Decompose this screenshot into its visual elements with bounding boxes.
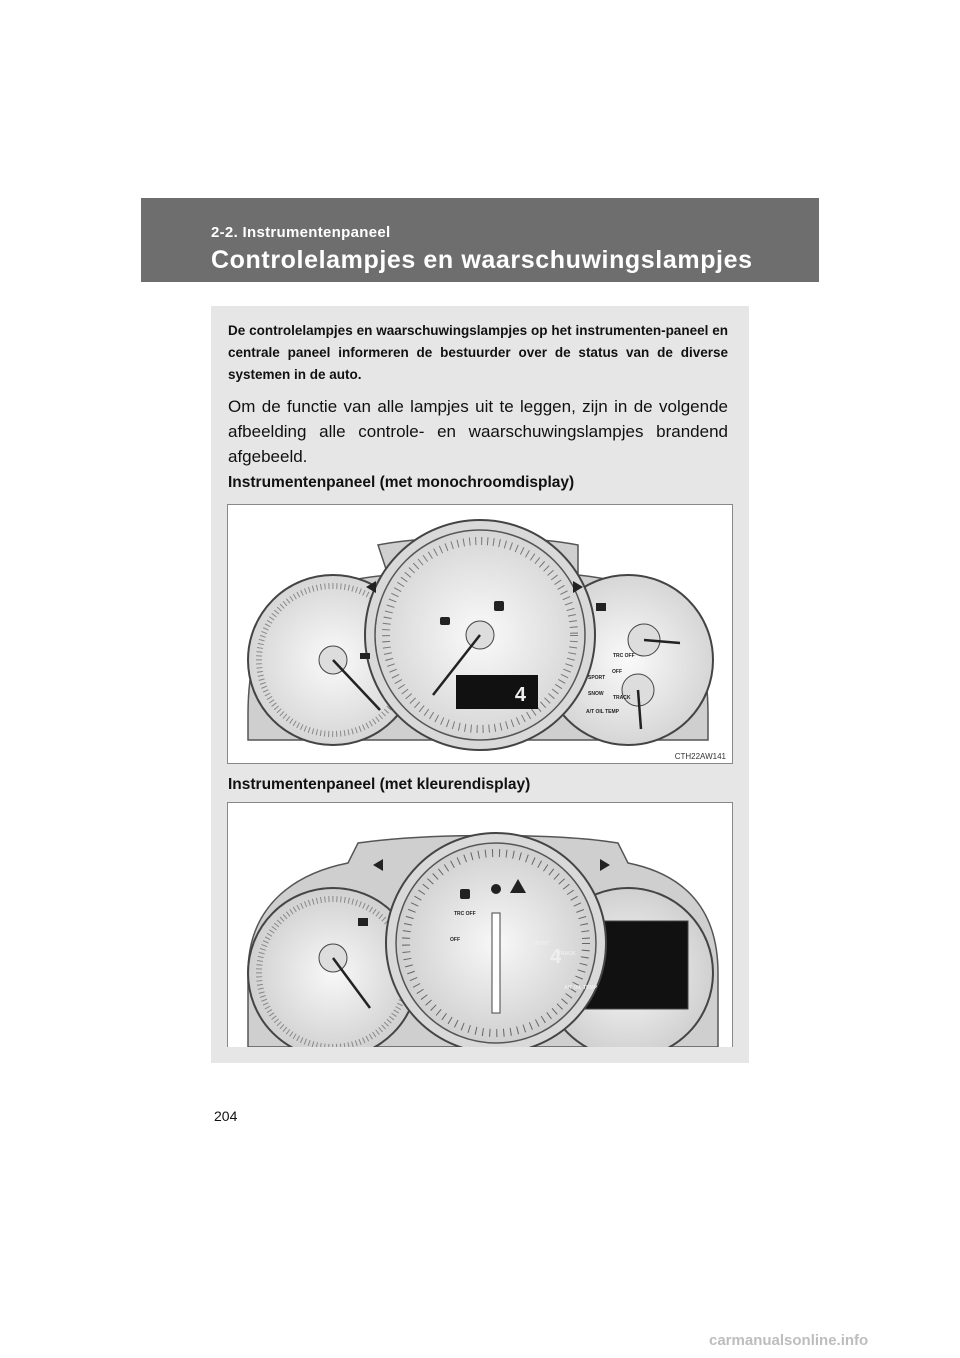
track-label: TRACK bbox=[558, 951, 576, 957]
section-header bbox=[141, 198, 819, 282]
content-panel bbox=[211, 306, 749, 1063]
brake-lamp-icon bbox=[491, 884, 501, 894]
monochrome-cluster-illustration bbox=[228, 505, 732, 763]
figure1-monochrome-cluster bbox=[227, 504, 733, 764]
sport-label: SPORT bbox=[532, 941, 550, 947]
section-label: 2-2. Instrumentenpaneel bbox=[211, 224, 391, 241]
gear-indicator: 4 bbox=[550, 946, 562, 968]
figure2-caption: Instrumentenpaneel (met kleurendisplay) bbox=[228, 776, 531, 793]
gear-indicator: 4 bbox=[514, 684, 526, 706]
vsc-off-label: OFF bbox=[612, 669, 622, 675]
watermark: carmanualsonline.info bbox=[709, 1332, 869, 1349]
snow-label: SNOW bbox=[588, 691, 604, 697]
figure1-caption: Instrumentenpaneel (met monochroomdisplay) bbox=[228, 474, 575, 491]
battery-icon bbox=[596, 603, 606, 611]
trc-off-label: TRC OFF bbox=[613, 653, 635, 659]
esp-lamp-icon bbox=[460, 889, 470, 899]
warning-lamp-icon bbox=[494, 601, 504, 611]
color-cluster-illustration bbox=[228, 803, 732, 1047]
at-oil-temp-label: A/T OIL TEMP bbox=[564, 985, 597, 991]
figure2-color-cluster bbox=[227, 802, 733, 1047]
headlight-icon bbox=[360, 653, 370, 659]
figure-id: CTH22AW141 bbox=[674, 752, 726, 761]
page-number: 204 bbox=[214, 1108, 238, 1124]
intro-text: De controlelampjes en waarschuwingslampjes op het instrumenten-paneel en centrale paneel informeren de bestuurder over de status van de diverse systemen in de auto. bbox=[228, 323, 728, 382]
trc-off-label: TRC OFF bbox=[454, 911, 476, 917]
battery-icon bbox=[358, 918, 368, 926]
track-label: TRACK bbox=[613, 695, 631, 701]
sport-label: SPORT bbox=[588, 675, 606, 681]
at-oil-temp-label: A/T OIL TEMP bbox=[586, 709, 619, 715]
body-text: Om de functie van alle lampjes uit te leggen, zijn in de volgende afbeelding alle controle- en waarschuwingslampjes brandend afgebeeld. bbox=[228, 397, 728, 466]
page-title: Controlelampjes en waarschuwingslampjes bbox=[211, 246, 753, 274]
door-lamp-icon bbox=[440, 617, 450, 625]
vsc-off-label: OFF bbox=[450, 937, 460, 943]
